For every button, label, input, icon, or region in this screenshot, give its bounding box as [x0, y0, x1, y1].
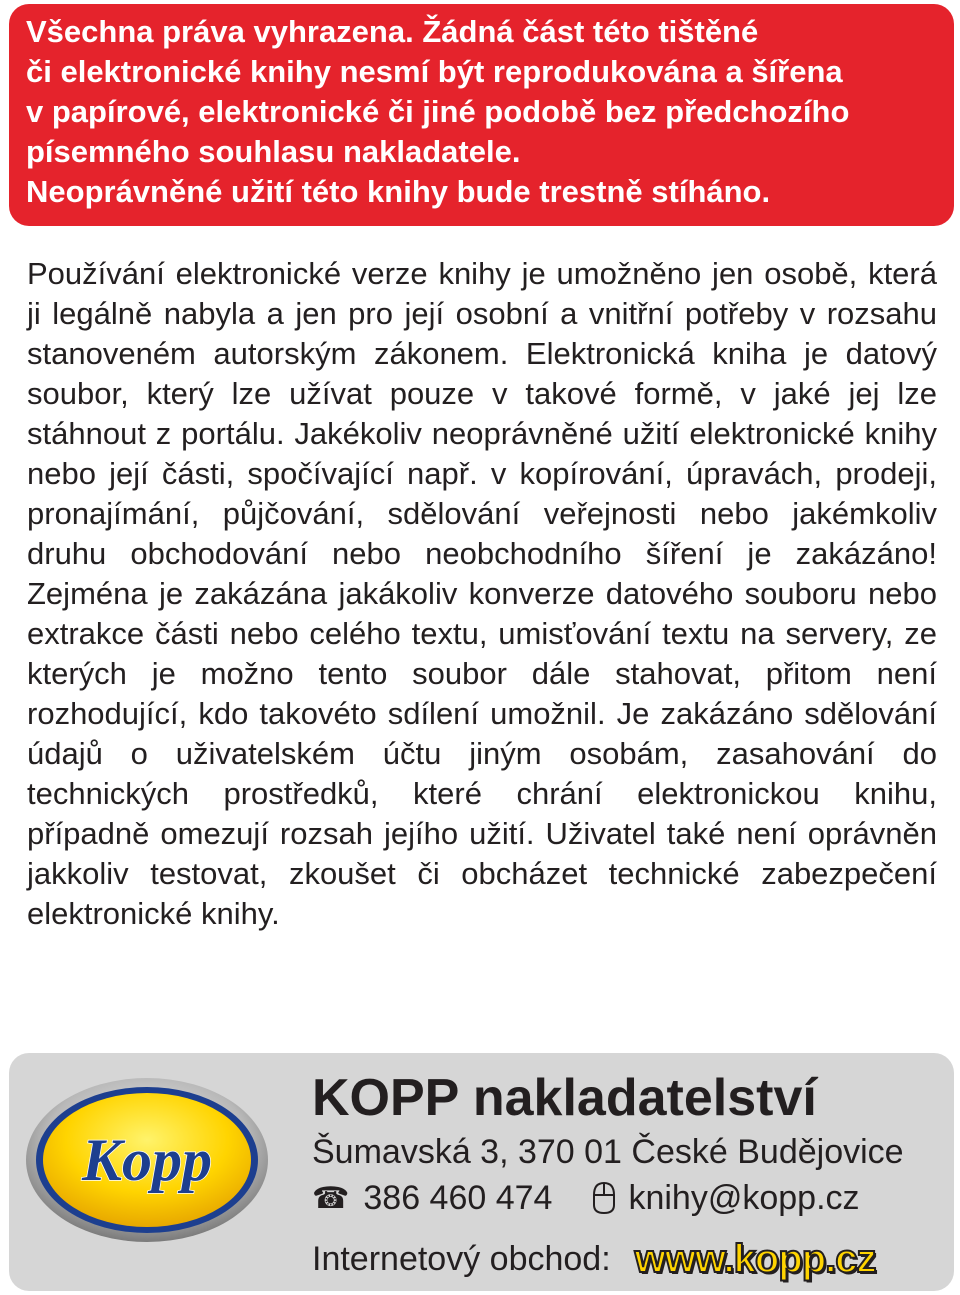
usage-terms-paragraph: Používání elektronické verze knihy je umožněno jen osobě, která ji legálně nabyla a jen pro její osobní a vnitřní potřeby v rozsahu stanoveném autorským zákonem. Elektronická kniha je datový soubor, který lze užívat pouze v takové formě, v jaké jej lze stáhnout z portálu. Jakékoliv neoprávněné užití elektronické knihy nebo její části, spočívající např. v kopírování, úpravách, prodeji, pronajímání, půjčování, sdělování veřejnosti nebo jakémkoliv druhu obchodování nebo neobchodního šíření je zakázáno! Zejména je zakázána jakákoliv konverze datového souboru nebo extrakce části nebo celého textu, umisťování textu na servery, ze kterých je možno tento soubor dále stahovat, přitom není rozhodující, kdo takovéto sdílení umožnil. Je zakázáno sdělování údajů o uživatelském účtu jiným osobám, zasahování do technických prostředků, které chrání elektronickou knihu, případně omezují rozsah jejího užití. Uživatel také není oprávněn jakkoliv testovat, zkoušet či obcházet technické zabezpečení elektronické knihy.: [27, 256, 937, 931]
publisher-name: KOPP nakladatelství: [312, 1069, 817, 1127]
copyright-notice-box: [9, 4, 954, 226]
shop-url-link[interactable]: www.kopp.cz: [634, 1236, 876, 1281]
mouse-icon: [592, 1181, 616, 1215]
logo-wordmark: Kopp: [81, 1127, 213, 1193]
shop-row: [312, 1237, 876, 1281]
email-link[interactable]: knihy@kopp.cz: [628, 1178, 860, 1217]
kopp-logo: [24, 1076, 270, 1244]
contact-row: [312, 1178, 860, 1218]
copyright-notice-text: Všechna práva vyhrazena. Žádná část této tištěné či elektronické knihy nesmí být reprodukována a šířena v papírové, elektronické či jiné podobě bez předchozího písemného souhlasu nakladatele. Neoprávněné užití této knihy bude trestně stíháno.: [26, 14, 850, 209]
phone-number: 386 460 474: [363, 1178, 553, 1217]
publisher-address: Šumavská 3, 370 01 České Budějovice: [312, 1133, 904, 1171]
shop-label: Internetový obchod:: [312, 1239, 611, 1278]
phone-icon: ☎: [312, 1181, 350, 1215]
